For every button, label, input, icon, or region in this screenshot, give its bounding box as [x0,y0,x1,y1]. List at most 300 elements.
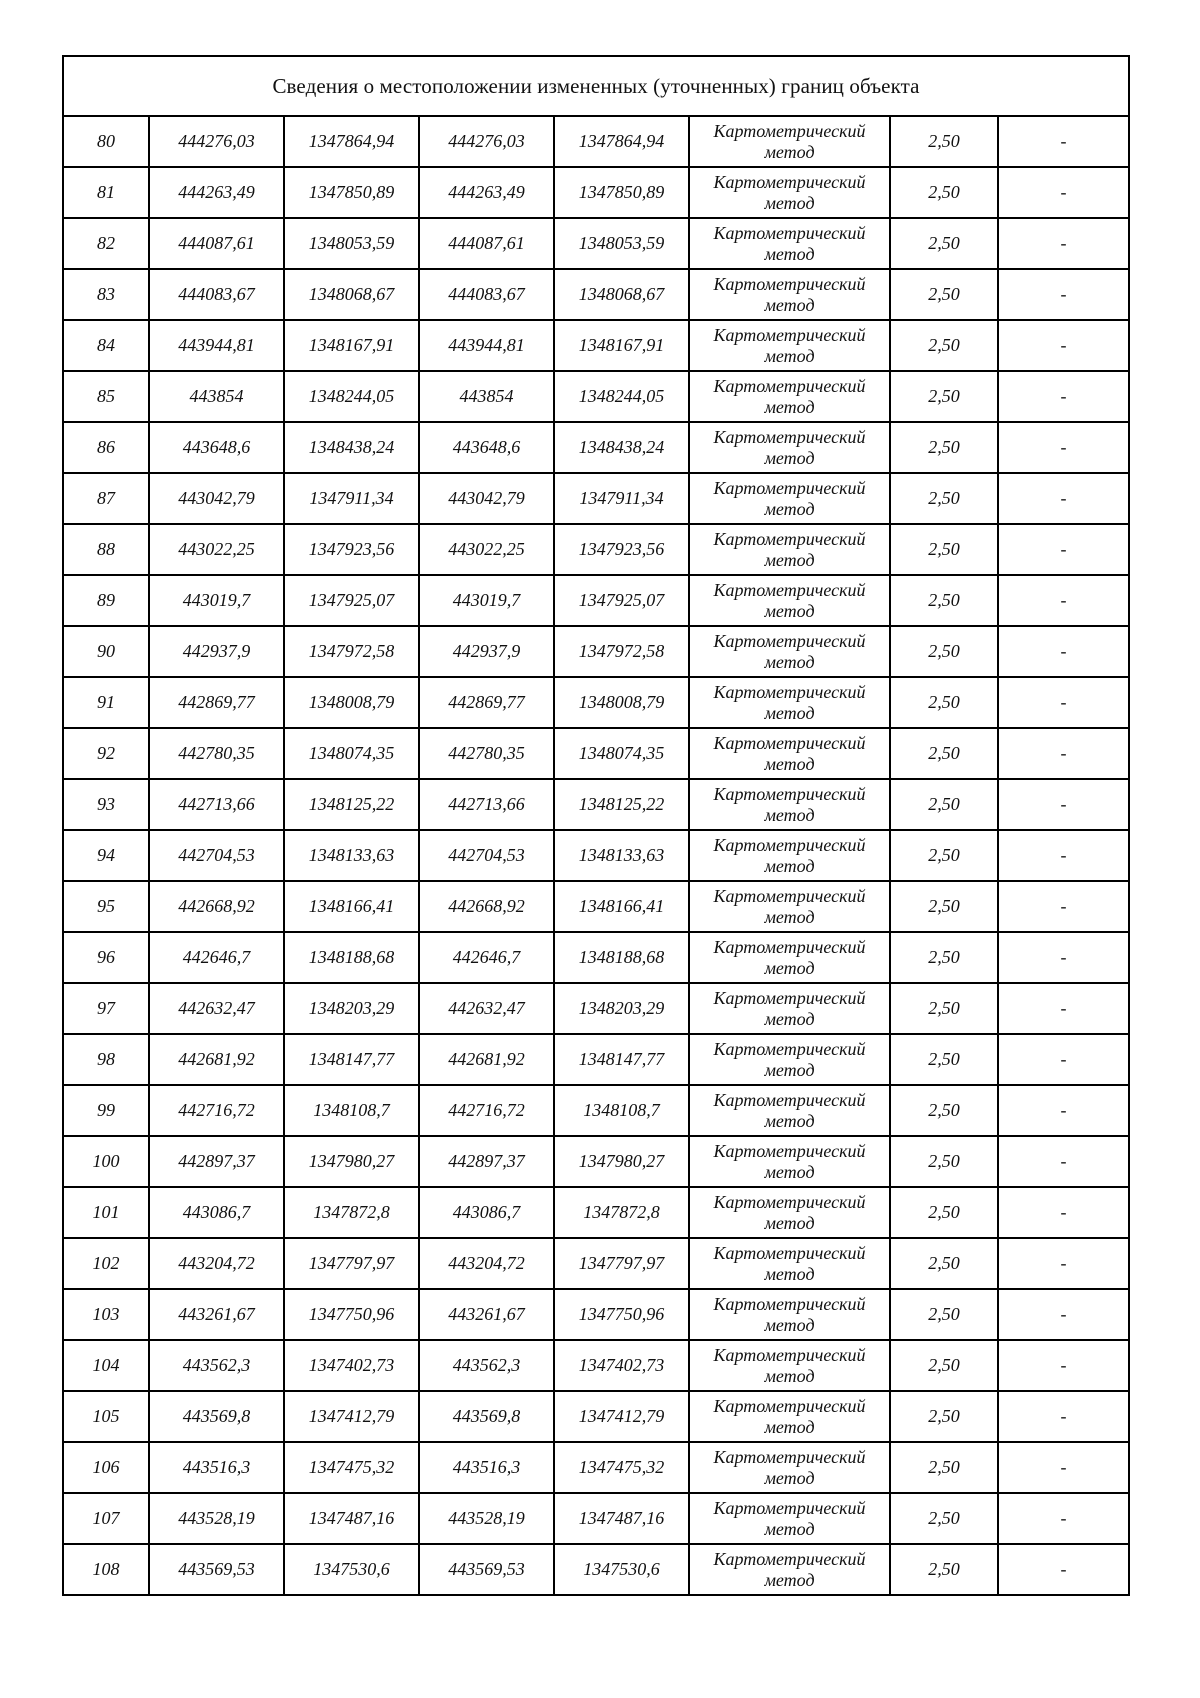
method-line-1: Картометрический [713,477,866,498]
refined-y-cell: 1348133,63 [554,830,689,881]
point-number-cell: 87 [63,473,149,524]
existing-y-cell: 1347750,96 [284,1289,419,1340]
table-row [63,1034,1129,1085]
table-row [63,1442,1129,1493]
method-cell [689,371,890,422]
description-cell: - [998,371,1129,422]
existing-y-cell: 1348167,91 [284,320,419,371]
table-row [63,1187,1129,1238]
refined-y-cell: 1347925,07 [554,575,689,626]
existing-x-cell: 442668,92 [149,881,284,932]
refined-x-cell: 442869,77 [419,677,554,728]
accuracy-cell: 2,50 [890,983,998,1034]
method-cell [689,779,890,830]
accuracy-cell: 2,50 [890,116,998,167]
method-line-1: Картометрический [713,681,866,702]
refined-y-cell: 1347402,73 [554,1340,689,1391]
method-line-2: метод [764,1467,815,1488]
description-cell: - [998,1289,1129,1340]
method-line-1: Картометрический [713,1242,866,1263]
method-cell [689,1340,890,1391]
table-row [63,779,1129,830]
accuracy-cell: 2,50 [890,1493,998,1544]
existing-x-cell: 442780,35 [149,728,284,779]
point-number-cell: 100 [63,1136,149,1187]
accuracy-cell: 2,50 [890,881,998,932]
table-row [63,473,1129,524]
refined-y-cell: 1347487,16 [554,1493,689,1544]
existing-y-cell: 1348438,24 [284,422,419,473]
method-line-1: Картометрический [713,375,866,396]
point-number-cell: 90 [63,626,149,677]
description-cell: - [998,1442,1129,1493]
accuracy-cell: 2,50 [890,269,998,320]
refined-y-cell: 1347750,96 [554,1289,689,1340]
method-line-2: метод [764,1518,815,1539]
method-line-2: метод [764,702,815,723]
refined-y-cell: 1347972,58 [554,626,689,677]
table-row [63,116,1129,167]
method-line-2: метод [764,1569,815,1590]
table-row [63,422,1129,473]
table-row [63,524,1129,575]
table-title-row [63,56,1129,116]
existing-y-cell: 1348133,63 [284,830,419,881]
existing-x-cell: 443042,79 [149,473,284,524]
existing-x-cell: 443261,67 [149,1289,284,1340]
refined-x-cell: 443019,7 [419,575,554,626]
table-row [63,932,1129,983]
existing-y-cell: 1348125,22 [284,779,419,830]
method-line-2: метод [764,243,815,264]
method-cell [689,677,890,728]
method-line-2: метод [764,600,815,621]
point-number-cell: 84 [63,320,149,371]
point-number-cell: 101 [63,1187,149,1238]
accuracy-cell: 2,50 [890,677,998,728]
description-cell: - [998,830,1129,881]
method-line-1: Картометрический [713,1140,866,1161]
existing-x-cell: 442681,92 [149,1034,284,1085]
method-line-2: метод [764,1059,815,1080]
description-cell: - [998,1136,1129,1187]
accuracy-cell: 2,50 [890,1085,998,1136]
existing-y-cell: 1347530,6 [284,1544,419,1595]
description-cell: - [998,881,1129,932]
accuracy-cell: 2,50 [890,1187,998,1238]
method-cell [689,626,890,677]
description-cell: - [998,473,1129,524]
description-cell: - [998,626,1129,677]
method-line-2: метод [764,498,815,519]
method-line-1: Картометрический [713,732,866,753]
existing-x-cell: 442869,77 [149,677,284,728]
existing-x-cell: 443204,72 [149,1238,284,1289]
refined-x-cell: 444263,49 [419,167,554,218]
existing-y-cell: 1347972,58 [284,626,419,677]
refined-x-cell: 443516,3 [419,1442,554,1493]
refined-y-cell: 1348068,67 [554,269,689,320]
point-number-cell: 102 [63,1238,149,1289]
method-line-1: Картометрический [713,273,866,294]
existing-x-cell: 444087,61 [149,218,284,269]
refined-x-cell: 442632,47 [419,983,554,1034]
method-line-2: метод [764,1212,815,1233]
table-row [63,1391,1129,1442]
accuracy-cell: 2,50 [890,1442,998,1493]
refined-y-cell: 1348188,68 [554,932,689,983]
existing-y-cell: 1347980,27 [284,1136,419,1187]
description-cell: - [998,1034,1129,1085]
method-cell [689,218,890,269]
accuracy-cell: 2,50 [890,422,998,473]
accuracy-cell: 2,50 [890,575,998,626]
existing-x-cell: 443528,19 [149,1493,284,1544]
existing-y-cell: 1347797,97 [284,1238,419,1289]
method-line-1: Картометрический [713,1191,866,1212]
refined-x-cell: 443204,72 [419,1238,554,1289]
method-line-2: метод [764,396,815,417]
table-row [63,881,1129,932]
method-line-2: метод [764,651,815,672]
description-cell: - [998,218,1129,269]
refined-x-cell: 442704,53 [419,830,554,881]
method-cell [689,1493,890,1544]
method-cell [689,932,890,983]
refined-x-cell: 443022,25 [419,524,554,575]
refined-y-cell: 1348053,59 [554,218,689,269]
existing-x-cell: 443569,53 [149,1544,284,1595]
point-number-cell: 104 [63,1340,149,1391]
refined-y-cell: 1347412,79 [554,1391,689,1442]
table-row [63,269,1129,320]
refined-x-cell: 442716,72 [419,1085,554,1136]
accuracy-cell: 2,50 [890,1034,998,1085]
method-line-2: метод [764,345,815,366]
method-line-1: Картометрический [713,324,866,345]
accuracy-cell: 2,50 [890,1238,998,1289]
refined-y-cell: 1348166,41 [554,881,689,932]
existing-x-cell: 444276,03 [149,116,284,167]
refined-x-cell: 443528,19 [419,1493,554,1544]
method-cell [689,1238,890,1289]
description-cell: - [998,1187,1129,1238]
method-cell [689,881,890,932]
refined-y-cell: 1348074,35 [554,728,689,779]
existing-y-cell: 1348166,41 [284,881,419,932]
refined-y-cell: 1347864,94 [554,116,689,167]
refined-x-cell: 443648,6 [419,422,554,473]
description-cell: - [998,269,1129,320]
method-line-2: метод [764,447,815,468]
accuracy-cell: 2,50 [890,932,998,983]
point-number-cell: 83 [63,269,149,320]
existing-x-cell: 444083,67 [149,269,284,320]
refined-y-cell: 1347980,27 [554,1136,689,1187]
description-cell: - [998,422,1129,473]
description-cell: - [998,983,1129,1034]
accuracy-cell: 2,50 [890,626,998,677]
description-cell: - [998,1493,1129,1544]
existing-y-cell: 1347475,32 [284,1442,419,1493]
refined-x-cell: 443086,7 [419,1187,554,1238]
accuracy-cell: 2,50 [890,728,998,779]
refined-y-cell: 1348244,05 [554,371,689,422]
point-number-cell: 88 [63,524,149,575]
existing-y-cell: 1348008,79 [284,677,419,728]
refined-x-cell: 443569,53 [419,1544,554,1595]
existing-x-cell: 443022,25 [149,524,284,575]
description-cell: - [998,167,1129,218]
method-cell [689,1391,890,1442]
point-number-cell: 97 [63,983,149,1034]
existing-y-cell: 1347911,34 [284,473,419,524]
method-line-1: Картометрический [713,1446,866,1467]
method-line-2: метод [764,1161,815,1182]
refined-y-cell: 1347911,34 [554,473,689,524]
description-cell: - [998,575,1129,626]
point-number-cell: 99 [63,1085,149,1136]
existing-y-cell: 1347402,73 [284,1340,419,1391]
refined-y-cell: 1347475,32 [554,1442,689,1493]
point-number-cell: 80 [63,116,149,167]
method-line-1: Картометрический [713,1344,866,1365]
method-cell [689,983,890,1034]
method-line-2: метод [764,294,815,315]
refined-y-cell: 1348008,79 [554,677,689,728]
method-line-2: метод [764,957,815,978]
refined-x-cell: 444276,03 [419,116,554,167]
existing-y-cell: 1348068,67 [284,269,419,320]
accuracy-cell: 2,50 [890,167,998,218]
refined-x-cell: 443854 [419,371,554,422]
table-row [63,1136,1129,1187]
existing-x-cell: 442704,53 [149,830,284,881]
description-cell: - [998,1391,1129,1442]
refined-x-cell: 442681,92 [419,1034,554,1085]
refined-y-cell: 1347797,97 [554,1238,689,1289]
description-cell: - [998,1085,1129,1136]
table-row [63,320,1129,371]
description-cell: - [998,524,1129,575]
method-cell [689,320,890,371]
method-line-2: метод [764,1365,815,1386]
method-line-1: Картометрический [713,1038,866,1059]
point-number-cell: 105 [63,1391,149,1442]
table-row [63,626,1129,677]
point-number-cell: 86 [63,422,149,473]
accuracy-cell: 2,50 [890,320,998,371]
refined-x-cell: 442713,66 [419,779,554,830]
point-number-cell: 98 [63,1034,149,1085]
method-cell [689,1034,890,1085]
accuracy-cell: 2,50 [890,1544,998,1595]
method-line-1: Картометрический [713,222,866,243]
method-line-1: Картометрический [713,171,866,192]
table-row [63,575,1129,626]
existing-x-cell: 442632,47 [149,983,284,1034]
accuracy-cell: 2,50 [890,218,998,269]
refined-y-cell: 1348203,29 [554,983,689,1034]
method-cell [689,1544,890,1595]
existing-y-cell: 1348053,59 [284,218,419,269]
method-line-2: метод [764,1008,815,1029]
existing-x-cell: 443854 [149,371,284,422]
existing-y-cell: 1348203,29 [284,983,419,1034]
refined-x-cell: 442937,9 [419,626,554,677]
refined-x-cell: 444087,61 [419,218,554,269]
description-cell: - [998,932,1129,983]
accuracy-cell: 2,50 [890,830,998,881]
boundary-coordinates-table [62,55,1130,1596]
description-cell: - [998,320,1129,371]
existing-y-cell: 1347864,94 [284,116,419,167]
method-cell [689,1136,890,1187]
method-cell [689,1442,890,1493]
refined-y-cell: 1348125,22 [554,779,689,830]
method-line-1: Картометрический [713,1548,866,1569]
method-line-2: метод [764,855,815,876]
method-line-1: Картометрический [713,783,866,804]
refined-y-cell: 1347850,89 [554,167,689,218]
method-line-1: Картометрический [713,579,866,600]
existing-x-cell: 443944,81 [149,320,284,371]
table-row [63,1238,1129,1289]
accuracy-cell: 2,50 [890,1289,998,1340]
method-line-1: Картометрический [713,885,866,906]
table-row [63,1085,1129,1136]
existing-y-cell: 1347925,07 [284,575,419,626]
table-row [63,1340,1129,1391]
accuracy-cell: 2,50 [890,371,998,422]
refined-x-cell: 443569,8 [419,1391,554,1442]
method-line-2: метод [764,1416,815,1437]
refined-y-cell: 1347872,8 [554,1187,689,1238]
point-number-cell: 103 [63,1289,149,1340]
method-cell [689,728,890,779]
method-line-1: Картометрический [713,528,866,549]
existing-y-cell: 1347487,16 [284,1493,419,1544]
existing-y-cell: 1348244,05 [284,371,419,422]
existing-y-cell: 1348074,35 [284,728,419,779]
existing-x-cell: 443086,7 [149,1187,284,1238]
refined-x-cell: 442897,37 [419,1136,554,1187]
point-number-cell: 82 [63,218,149,269]
table-row [63,677,1129,728]
method-line-2: метод [764,192,815,213]
point-number-cell: 108 [63,1544,149,1595]
description-cell: - [998,728,1129,779]
method-cell [689,116,890,167]
method-line-2: метод [764,1314,815,1335]
table-title: Сведения о местоположении измененных (уточненных) границ объекта [63,56,1129,116]
method-line-2: метод [764,753,815,774]
existing-x-cell: 442646,7 [149,932,284,983]
method-line-1: Картометрический [713,936,866,957]
table-row [63,830,1129,881]
method-line-1: Картометрический [713,120,866,141]
method-line-2: метод [764,1263,815,1284]
table-row [63,371,1129,422]
point-number-cell: 107 [63,1493,149,1544]
existing-x-cell: 443648,6 [149,422,284,473]
refined-x-cell: 442780,35 [419,728,554,779]
method-cell [689,473,890,524]
accuracy-cell: 2,50 [890,779,998,830]
refined-y-cell: 1348167,91 [554,320,689,371]
point-number-cell: 95 [63,881,149,932]
method-line-2: метод [764,141,815,162]
refined-x-cell: 443944,81 [419,320,554,371]
refined-y-cell: 1347530,6 [554,1544,689,1595]
method-line-2: метод [764,549,815,570]
table-row [63,1493,1129,1544]
existing-x-cell: 442716,72 [149,1085,284,1136]
refined-y-cell: 1348108,7 [554,1085,689,1136]
method-line-1: Картометрический [713,1089,866,1110]
existing-y-cell: 1347872,8 [284,1187,419,1238]
accuracy-cell: 2,50 [890,473,998,524]
point-number-cell: 91 [63,677,149,728]
method-line-1: Картометрический [713,1497,866,1518]
point-number-cell: 106 [63,1442,149,1493]
method-line-1: Картометрический [713,987,866,1008]
table-row [63,728,1129,779]
method-line-2: метод [764,1110,815,1131]
method-cell [689,1289,890,1340]
existing-y-cell: 1347412,79 [284,1391,419,1442]
method-line-2: метод [764,906,815,927]
existing-x-cell: 443569,8 [149,1391,284,1442]
description-cell: - [998,677,1129,728]
existing-x-cell: 443019,7 [149,575,284,626]
table-row [63,218,1129,269]
method-cell [689,1187,890,1238]
method-cell [689,524,890,575]
refined-x-cell: 443562,3 [419,1340,554,1391]
refined-y-cell: 1347923,56 [554,524,689,575]
refined-x-cell: 443042,79 [419,473,554,524]
method-cell [689,830,890,881]
point-number-cell: 89 [63,575,149,626]
description-cell: - [998,1340,1129,1391]
method-line-1: Картометрический [713,630,866,651]
method-line-1: Картометрический [713,1395,866,1416]
method-line-2: метод [764,804,815,825]
description-cell: - [998,1238,1129,1289]
method-cell [689,167,890,218]
method-cell [689,1085,890,1136]
refined-y-cell: 1348438,24 [554,422,689,473]
refined-x-cell: 444083,67 [419,269,554,320]
point-number-cell: 85 [63,371,149,422]
refined-x-cell: 442646,7 [419,932,554,983]
point-number-cell: 96 [63,932,149,983]
point-number-cell: 93 [63,779,149,830]
method-line-1: Картометрический [713,426,866,447]
existing-y-cell: 1348108,7 [284,1085,419,1136]
accuracy-cell: 2,50 [890,1391,998,1442]
method-cell [689,269,890,320]
refined-y-cell: 1348147,77 [554,1034,689,1085]
existing-x-cell: 442937,9 [149,626,284,677]
method-line-1: Картометрический [713,834,866,855]
description-cell: - [998,116,1129,167]
accuracy-cell: 2,50 [890,1136,998,1187]
existing-x-cell: 442897,37 [149,1136,284,1187]
table-row [63,1289,1129,1340]
method-cell [689,422,890,473]
